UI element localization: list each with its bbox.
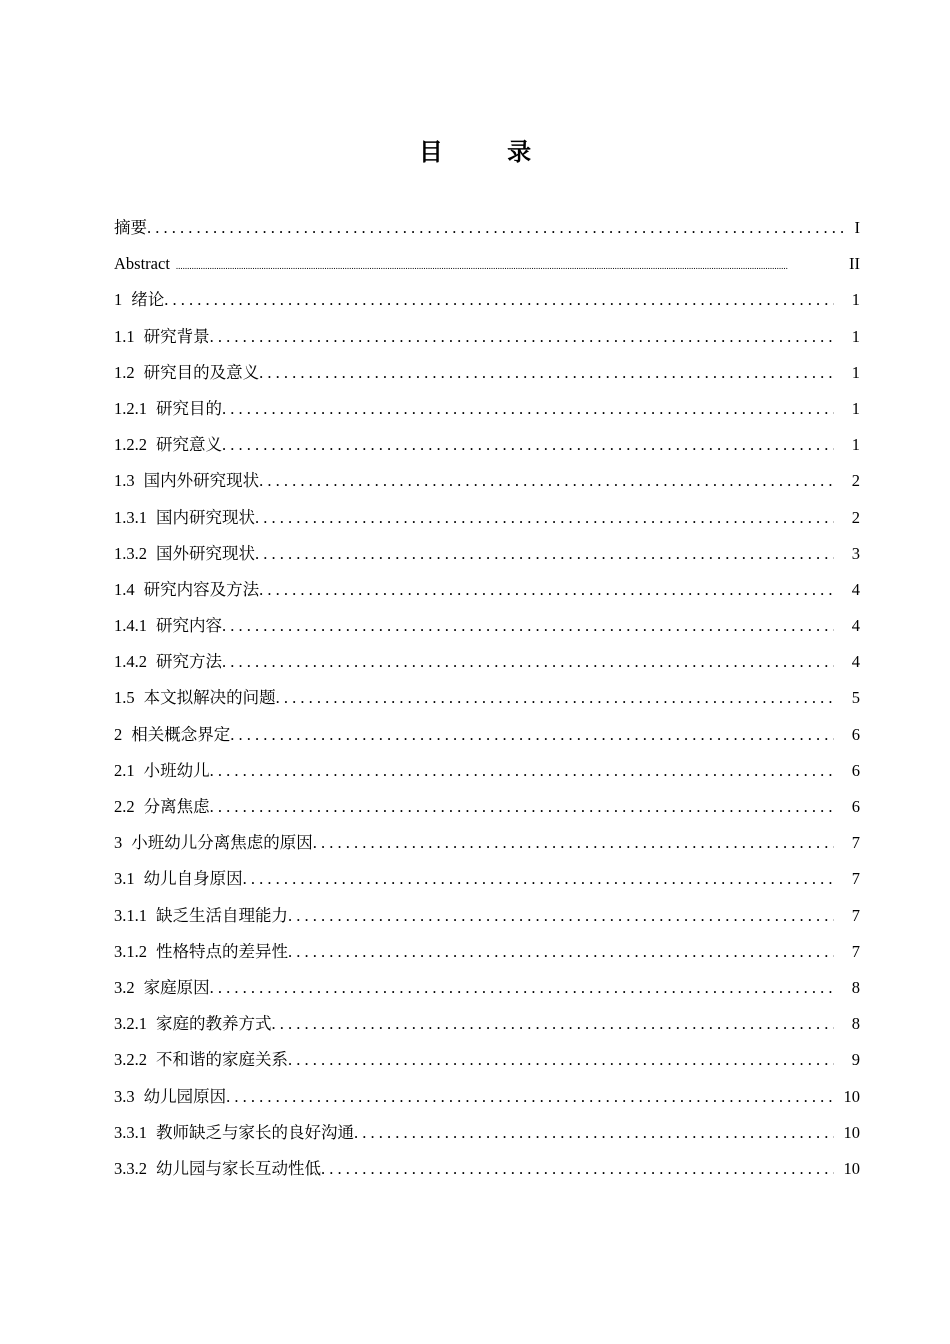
- dot-leader: [354, 1115, 834, 1151]
- toc-entry-page: I: [854, 218, 860, 237]
- toc-entry-number: 1.2.2: [114, 435, 147, 455]
- dot-leader: [276, 680, 834, 716]
- toc-entry[interactable]: [114, 536, 860, 572]
- toc-entry-label: [114, 1079, 226, 1115]
- toc-entry-label: [114, 500, 255, 536]
- toc-entry-label: [114, 427, 222, 463]
- toc-entry-text: 国外研究现状: [156, 543, 255, 563]
- dot-leader: [288, 898, 834, 934]
- toc-entry[interactable]: [114, 898, 860, 934]
- toc-entry-text: 不和谐的家庭关系: [156, 1050, 288, 1070]
- toc-entry-number: 3.3: [114, 1086, 135, 1106]
- toc-entry[interactable]: [114, 1151, 860, 1187]
- toc-entry-text: 缺乏生活自理能力: [156, 905, 288, 925]
- toc-entry-page: 2: [851, 471, 860, 491]
- toc-entry-number: 1: [114, 290, 123, 310]
- toc-entry-page: 10: [843, 1086, 860, 1106]
- toc-entry-page: 8: [851, 1014, 860, 1034]
- dot-leader: [147, 210, 848, 246]
- dot-leader: [255, 536, 834, 572]
- toc-entry-text: 摘要: [114, 218, 147, 237]
- toc-entry-label: [114, 1115, 354, 1151]
- toc-entry[interactable]: [114, 463, 860, 499]
- toc-entry-text: 相关概念界定: [131, 724, 231, 744]
- toc-entry[interactable]: [114, 500, 860, 536]
- toc-entry[interactable]: [114, 970, 860, 1006]
- toc-entry-label: [114, 608, 222, 644]
- toc-entry-text: 幼儿园原因: [143, 1086, 227, 1106]
- dot-leader: [210, 789, 834, 825]
- dot-leader: [210, 319, 834, 355]
- toc-entry-page: 1: [851, 326, 860, 346]
- toc-entry-text: 绪论: [131, 290, 165, 310]
- toc-entry-number: 1.2.1: [114, 398, 147, 418]
- toc-entry[interactable]: [114, 608, 860, 644]
- toc-entry-label: [114, 789, 210, 825]
- toc-entry-number: 1.3.2: [114, 543, 147, 563]
- toc-entry[interactable]: [114, 246, 860, 282]
- toc-entry-number: 3.1.1: [114, 905, 147, 925]
- toc-entry[interactable]: [114, 825, 860, 861]
- toc-entry-page: 7: [851, 905, 860, 925]
- dot-leader: [222, 608, 834, 644]
- dot-leader: [164, 282, 834, 318]
- toc-entry-page: 3: [851, 543, 860, 563]
- toc-entry[interactable]: [114, 572, 860, 608]
- toc-entry-label: [114, 861, 243, 897]
- toc-entry-page: 7: [851, 941, 860, 961]
- toc-entry-text: 研究目的及意义: [143, 362, 260, 382]
- toc-entry[interactable]: [114, 319, 860, 355]
- toc-entry[interactable]: [114, 391, 860, 427]
- toc-entry-number: 3.2.1: [114, 1014, 147, 1034]
- toc-entry-text: 国内外研究现状: [143, 471, 260, 491]
- toc-entry-text: 性格特点的差异性: [156, 941, 288, 961]
- toc-title: 目 录: [418, 138, 560, 167]
- dot-leader: [210, 753, 834, 789]
- toc-entry-page: 1: [851, 290, 860, 310]
- toc-entry[interactable]: [114, 934, 860, 970]
- toc-entry-number: 1.3.1: [114, 507, 147, 527]
- dot-leader: [226, 1079, 834, 1115]
- toc-entry-page: 7: [851, 833, 860, 853]
- toc-entry-label: [114, 319, 210, 355]
- toc-entry-text: 研究方法: [156, 652, 222, 672]
- toc-entry-number: 3.3.1: [114, 1122, 147, 1142]
- toc-entry-text: 研究意义: [156, 435, 222, 455]
- toc-entry[interactable]: [114, 717, 860, 753]
- toc-entry-page: 7: [851, 869, 860, 889]
- toc-entry[interactable]: [114, 644, 860, 680]
- toc-entry-page: 4: [851, 616, 860, 636]
- toc-entry[interactable]: [114, 355, 860, 391]
- toc-entry-label: [114, 463, 259, 499]
- toc-entry-page: II: [849, 254, 860, 274]
- toc-entry[interactable]: [114, 1115, 860, 1151]
- toc-entry-label: [114, 1006, 272, 1042]
- toc-entry[interactable]: [114, 1042, 860, 1078]
- toc-entry[interactable]: [114, 680, 860, 716]
- toc-entry-label: [114, 825, 313, 861]
- toc-entry-label: [114, 1151, 321, 1187]
- dot-leader: [222, 644, 834, 680]
- toc-entry-number: 1.4.1: [114, 616, 147, 636]
- toc-entry-page: 6: [851, 797, 860, 816]
- toc-entry-number: 3.2: [114, 977, 135, 997]
- dot-leader: [176, 246, 834, 284]
- toc-entry-page: 1: [851, 362, 860, 382]
- toc-entry-label: [114, 644, 222, 680]
- toc-entry[interactable]: [114, 1079, 860, 1115]
- toc-entry-label: [114, 970, 210, 1006]
- toc-entry-number: 3: [114, 833, 123, 853]
- toc-entry-text: 研究目的: [156, 398, 222, 418]
- toc-entry[interactable]: [114, 210, 860, 246]
- toc-entry-text: 研究背景: [143, 326, 210, 346]
- toc-entry[interactable]: [114, 427, 860, 463]
- toc-entry-text: 研究内容及方法: [143, 579, 260, 599]
- toc-entry-number: 2.1: [114, 760, 135, 780]
- toc-entry-text: 小班幼儿: [143, 760, 210, 780]
- toc-entry-label: [114, 680, 276, 716]
- toc-entry-page: 10: [843, 1122, 860, 1142]
- toc-entry-number: 2.2: [114, 797, 135, 816]
- toc-entry-label: [114, 355, 259, 391]
- toc-entry-page: 5: [851, 688, 860, 708]
- toc-entry-page: 4: [851, 652, 860, 672]
- toc-entry-text: 研究内容: [156, 616, 222, 636]
- dot-leader: [230, 717, 834, 753]
- toc-entry-page: 1: [851, 435, 860, 455]
- toc-entry-label: [114, 753, 210, 789]
- toc-entry-label: [114, 572, 259, 608]
- toc-entry-text: 幼儿园与家长互动性低: [156, 1158, 321, 1178]
- toc-entry-text: 本文拟解决的问题: [143, 688, 276, 708]
- dot-leader: [313, 825, 834, 861]
- toc-entry[interactable]: [114, 1006, 860, 1042]
- dot-leader: [259, 463, 834, 499]
- toc-entry-label: [114, 282, 164, 318]
- dot-leader: [243, 861, 834, 897]
- dot-leader: [321, 1151, 834, 1187]
- toc-entry-number: 3.3.2: [114, 1158, 147, 1178]
- toc-entry-page: 4: [851, 579, 860, 599]
- toc-entry-page: 2: [851, 507, 860, 527]
- toc-entry-label: [114, 934, 288, 970]
- toc-entry-number: 3.1.2: [114, 941, 147, 961]
- toc-entry-number: 3.2.2: [114, 1050, 147, 1070]
- toc-entry-page: 6: [851, 760, 860, 780]
- toc-entry[interactable]: [114, 753, 860, 789]
- toc-entry-label: [114, 898, 288, 934]
- toc-entry-number: 1.4: [114, 579, 135, 599]
- toc-entry-label: [114, 246, 170, 282]
- toc-entry-number: 1.1: [114, 326, 135, 346]
- toc-entry-number: 1.3: [114, 471, 135, 491]
- toc-entry[interactable]: [114, 282, 860, 318]
- toc-entry-text: 幼儿自身原因: [143, 869, 243, 889]
- toc-entry[interactable]: [114, 789, 860, 825]
- toc-entry-page: 6: [851, 724, 860, 744]
- dot-leader: [288, 934, 834, 970]
- toc-entry-label: [114, 717, 230, 753]
- toc-entry-text: Abstract: [114, 254, 170, 274]
- toc-entry-text: 家庭的教养方式: [156, 1014, 272, 1034]
- dot-leader: [222, 427, 834, 463]
- toc-entry-number: 2: [114, 724, 123, 744]
- toc-entry-text: 小班幼儿分离焦虑的原因: [131, 833, 313, 853]
- toc-entry[interactable]: [114, 861, 860, 897]
- toc-entry-page: 1: [851, 398, 860, 418]
- toc-entry-text: 教师缺乏与家长的良好沟通: [156, 1122, 354, 1142]
- dot-leader: [210, 970, 834, 1006]
- dot-leader: [288, 1042, 834, 1078]
- dot-leader: [272, 1006, 835, 1042]
- toc-entry-number: 3.1: [114, 869, 135, 889]
- dot-leader: [259, 572, 834, 608]
- dot-leader: [222, 391, 834, 427]
- toc-entry-label: [114, 536, 255, 572]
- toc-entry-page: 9: [851, 1050, 860, 1070]
- toc-entry-number: 1.2: [114, 362, 135, 382]
- toc-entry-text: 分离焦虑: [143, 797, 210, 816]
- toc-entry-page: 10: [843, 1158, 860, 1178]
- toc-entry-text: 国内研究现状: [156, 507, 255, 527]
- toc-entry-label: [114, 1042, 288, 1078]
- toc-entry-label: [114, 391, 222, 427]
- toc-list: [114, 210, 860, 1187]
- dot-leader: [255, 500, 834, 536]
- toc-entry-text: 家庭原因: [143, 977, 210, 997]
- toc-entry-number: 1.4.2: [114, 652, 147, 672]
- toc-entry-label: [114, 210, 147, 246]
- dot-leader: [259, 355, 834, 391]
- toc-entry-number: 1.5: [114, 688, 135, 708]
- toc-entry-page: 8: [851, 977, 860, 997]
